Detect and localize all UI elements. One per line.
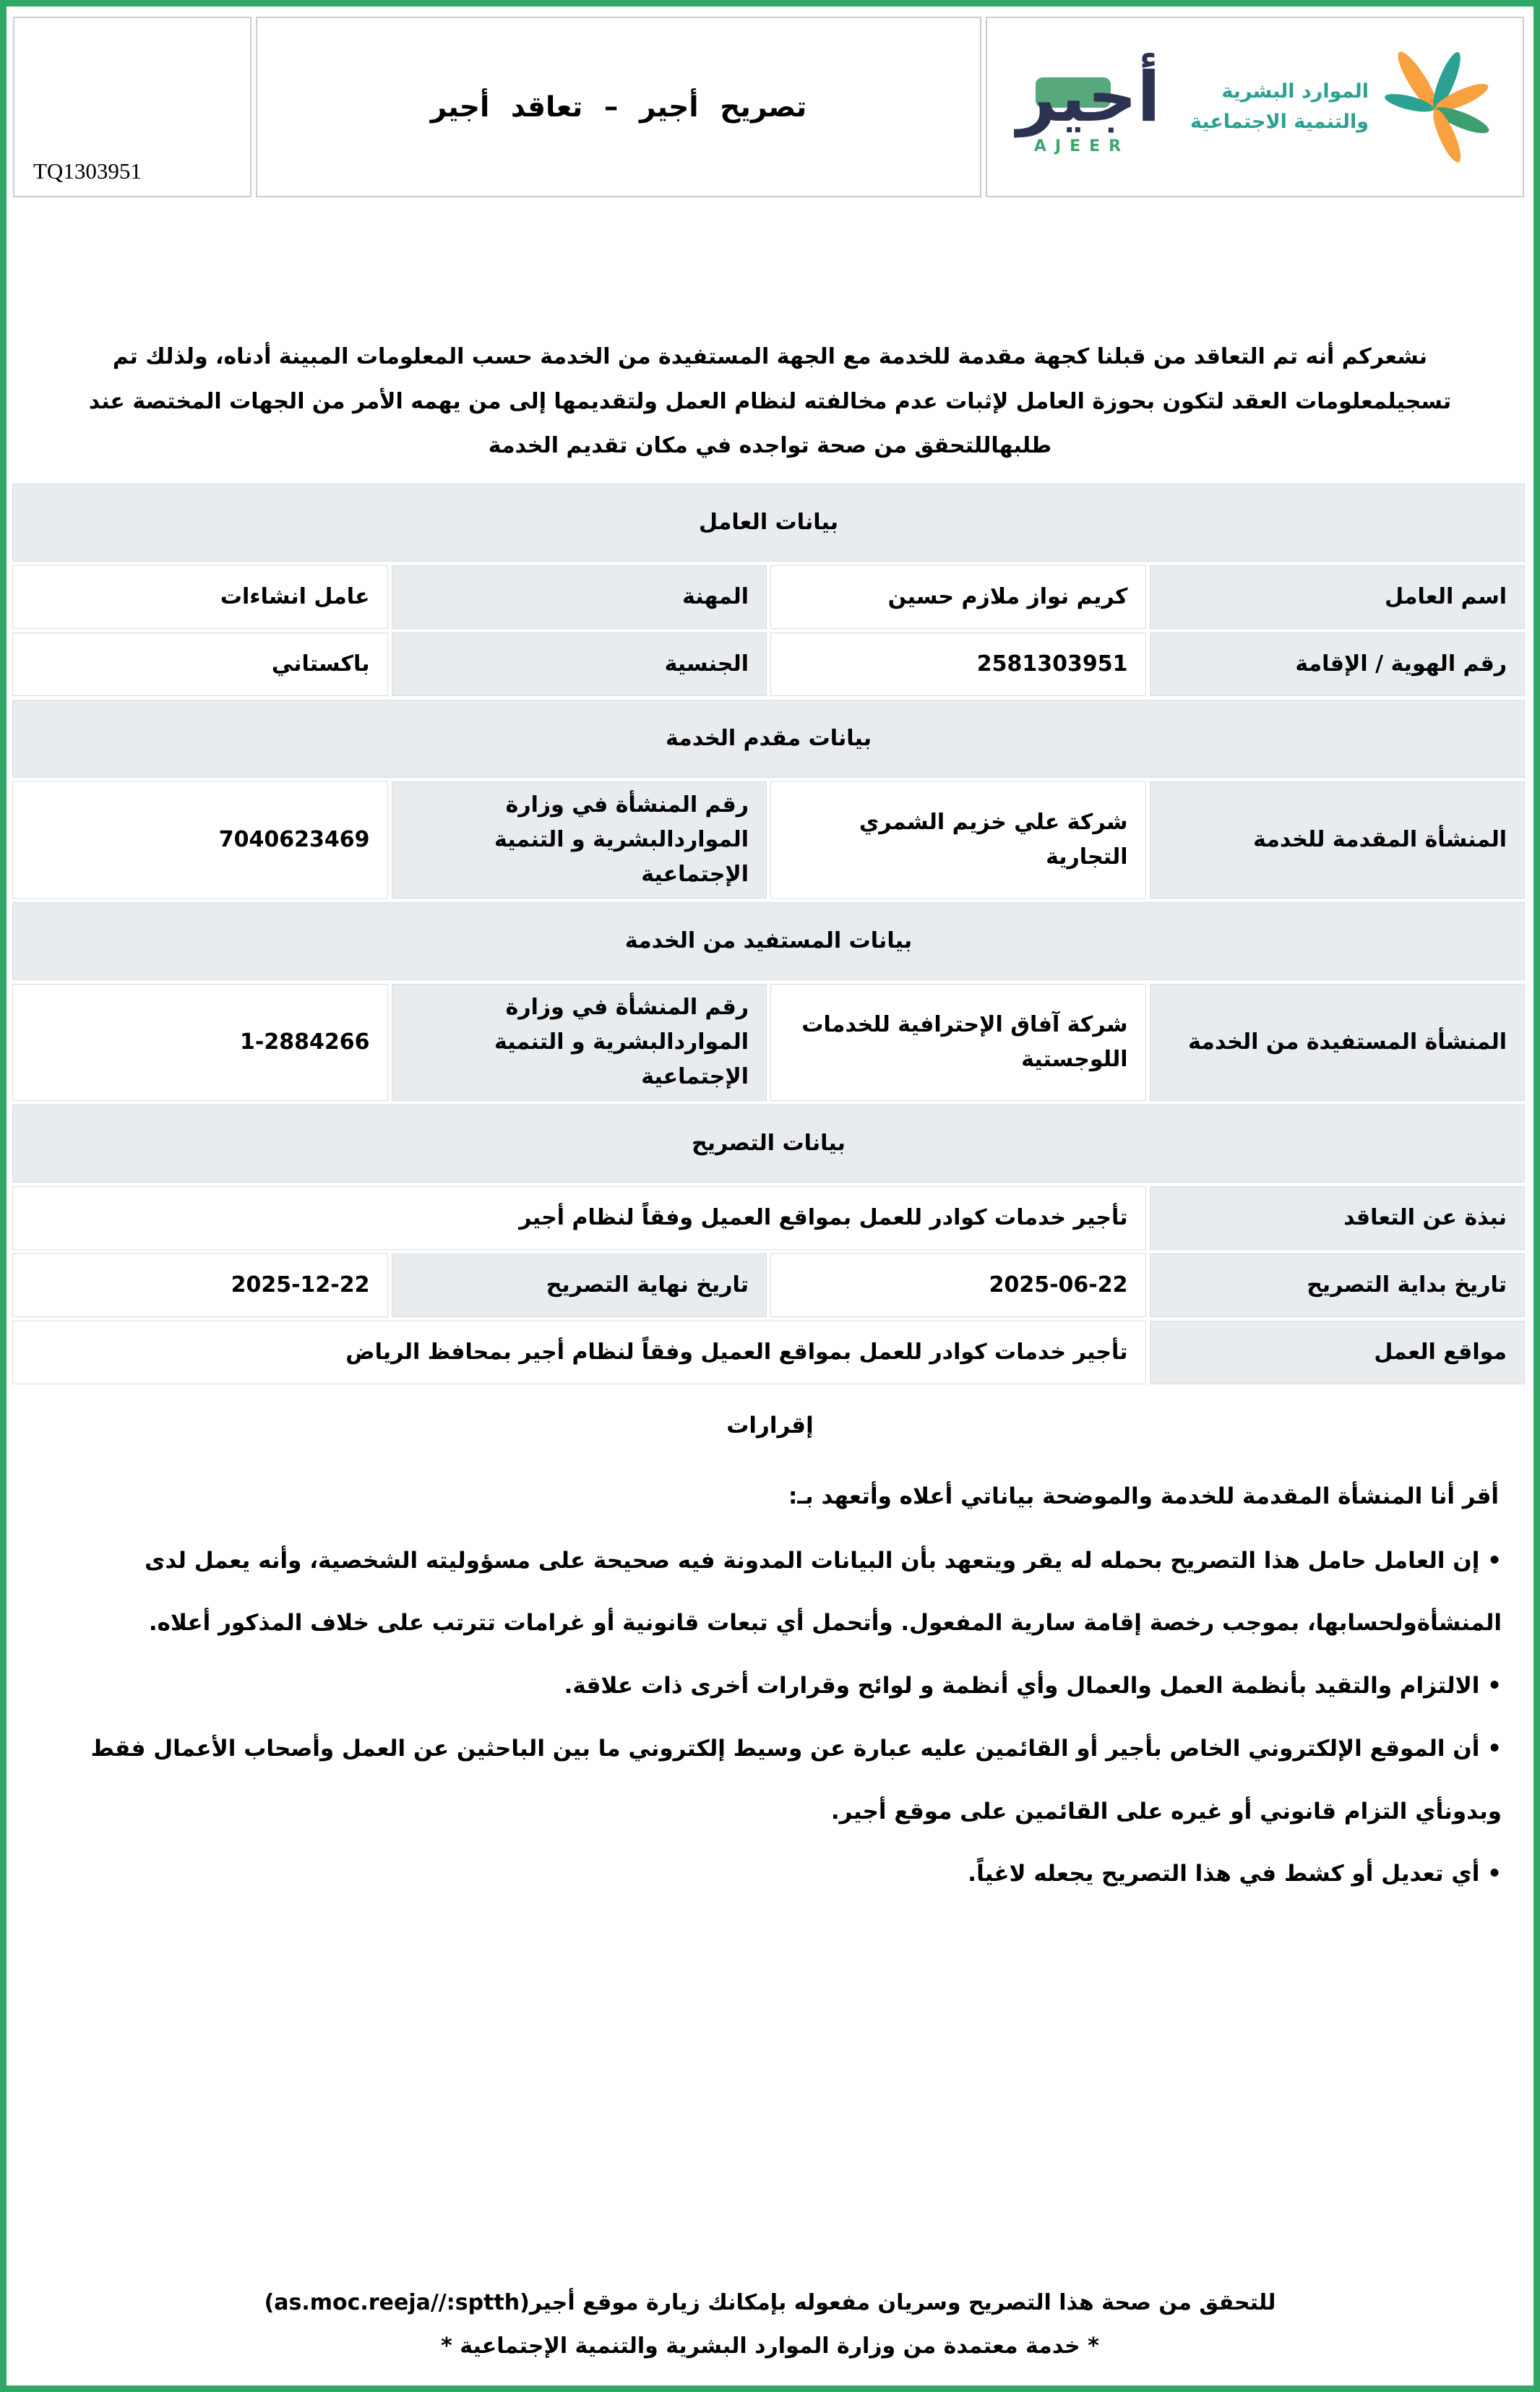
ministry-emblem-icon xyxy=(1377,48,1493,166)
field-value-cell: شركة آفاق الإحترافية للخدمات اللوجستية xyxy=(770,984,1146,1101)
ajeer-logo xyxy=(1016,57,1161,156)
ministry-logo-line1: الموارد البشرية xyxy=(1221,80,1369,103)
field-label-cell: رقم المنشأة في وزارة المواردالبشرية و التنمية الإجتماعية xyxy=(392,984,767,1101)
field-value-cell: 2581303951 xyxy=(770,633,1146,696)
section-header-row xyxy=(12,902,1525,980)
declarations-intro: أقر أنا المنشأة المقدمة للخدمة والموضحة بياناتي أعلاه وأتعهد بـ: xyxy=(788,1483,1499,1509)
field-value-cell: باكستاني xyxy=(12,633,388,696)
table-row xyxy=(12,1321,1525,1384)
permit-table xyxy=(9,480,1528,1388)
ministry-logo xyxy=(1190,48,1493,166)
field-label-cell: المنشأة المستفيدة من الخدمة xyxy=(1150,984,1526,1101)
section-header-row xyxy=(12,1105,1525,1183)
field-value-cell: 7040623469 xyxy=(12,781,388,899)
header-box xyxy=(9,12,1528,202)
table-row xyxy=(12,1186,1525,1250)
field-value-cell: تأجير خدمات كوادر للعمل بمواقع العميل وفقاً لنظام أجير بمحافظ الرياض xyxy=(12,1321,1146,1384)
declaration-item: • الالتزام والتقيد بأنظمة العمل والعمال وأي أنظمة و لوائح وقرارات أخرى ذات علاقة. xyxy=(38,1655,1502,1718)
table-row xyxy=(12,1253,1525,1317)
field-value-cell: تأجير خدمات كوادر للعمل بمواقع العميل وفقاً لنظام أجير xyxy=(12,1186,1146,1250)
table-row xyxy=(12,781,1525,899)
field-label-cell: نبذة عن التعاقد xyxy=(1150,1186,1526,1250)
declarations-list xyxy=(38,1530,1502,1906)
field-label-cell: المهنة xyxy=(392,565,767,629)
field-label-cell: تاريخ بداية التصريح xyxy=(1150,1253,1526,1317)
logos-cell xyxy=(986,17,1524,197)
section-header-cell: بيانات المستفيد من الخدمة xyxy=(12,902,1525,980)
ministry-logo-line2: والتنمية الاجتماعية xyxy=(1190,111,1369,133)
section-header-cell: بيانات مقدم الخدمة xyxy=(12,700,1525,778)
field-label-cell: رقم الهوية / الإقامة xyxy=(1150,633,1526,696)
declaration-item: • أن الموقع الإلكتروني الخاص بأجير أو القائمين عليه عبارة عن وسيط إلكتروني ما بين الباحثين عن العمل وأصحاب الأعمال فقط وبدونأي التزام قانوني أو غيره على القائمين على موقع أجير. xyxy=(38,1718,1502,1843)
ajeer-logo-latin: AJEER xyxy=(1033,137,1130,156)
field-value-cell: شركة علي خزيم الشمري التجارية xyxy=(770,781,1146,899)
field-label-cell: المنشأة المقدمة للخدمة xyxy=(1150,781,1526,899)
field-label-cell: الجنسية xyxy=(392,633,767,696)
field-label-cell: رقم المنشأة في وزارة المواردالبشرية و التنمية الإجتماعية xyxy=(392,781,767,899)
field-value-cell: 2025-12-22 xyxy=(12,1253,388,1317)
page-title: تصريح أجير – تعاقد أجير xyxy=(256,17,981,197)
section-header-row xyxy=(12,484,1525,562)
section-header-cell: بيانات العامل xyxy=(12,484,1525,562)
table-row xyxy=(12,565,1525,629)
table-row xyxy=(12,633,1525,696)
section-header-row xyxy=(12,700,1525,778)
intro-paragraph: نشعركم أنه تم التعاقد من قبلنا كجهة مقدمة للخدمة مع الجهة المستفيدة من الخدمة حسب المعلومات المبينة أدناه، ولذلك تم تسجيلمعلومات العقد لتكون بحوزة العامل لإثبات عدم مخالفته لنظام العمل ولتقديمها إلى من يهمه الأمر من الجهات المختصة عند طلبهاللتحقق من صحة تواجده في مكان تقديم الخدمة xyxy=(88,344,1452,458)
field-label-cell: اسم العامل xyxy=(1150,565,1526,629)
footer-accreditation-line: * خدمة معتمدة من وزارة الموارد البشرية والتنمية الإجتماعية * xyxy=(441,2333,1099,2359)
field-label-cell: تاريخ نهاية التصريح xyxy=(392,1253,767,1317)
permit-table-body xyxy=(12,484,1525,1384)
field-value-cell: عامل انشاءات xyxy=(12,565,388,629)
ajeer-logo-arabic: أجير xyxy=(1016,57,1161,137)
section-header-cell: بيانات التصريح xyxy=(12,1105,1525,1183)
field-label-cell: مواقع العمل xyxy=(1150,1321,1526,1384)
declaration-item: • إن العامل حامل هذا التصريح بحمله له يقر ويتعهد بأن البيانات المدونة فيه صحيحة على مسؤوليته الشخصية، وأنه يعمل لدى المنشأةولحسابها، بموجب رخصة إقامة سارية المفعول. وأتحمل أي تبعات قانونية أو غرامات تترتب على خلاف المذكور أعلاه. xyxy=(38,1530,1502,1655)
footer xyxy=(7,2281,1533,2368)
declaration-item: • أي تعديل أو كشط في هذا التصريح يجعله لاغياً. xyxy=(38,1843,1502,1906)
permit-number: TQ1303951 xyxy=(13,17,251,197)
declarations-heading: إقرارات xyxy=(726,1412,814,1439)
footer-verify-line: للتحقق من صحة هذا التصريح وسريان مفعوله بإمكانك زيارة موقع أجير(as.moc.reeja//:sptth) xyxy=(264,2290,1276,2315)
field-value-cell: 2025-06-22 xyxy=(770,1253,1146,1317)
field-value-cell: 1-2884266 xyxy=(12,984,388,1101)
table-row xyxy=(12,984,1525,1101)
field-value-cell: كريم نواز ملازم حسين xyxy=(770,565,1146,629)
